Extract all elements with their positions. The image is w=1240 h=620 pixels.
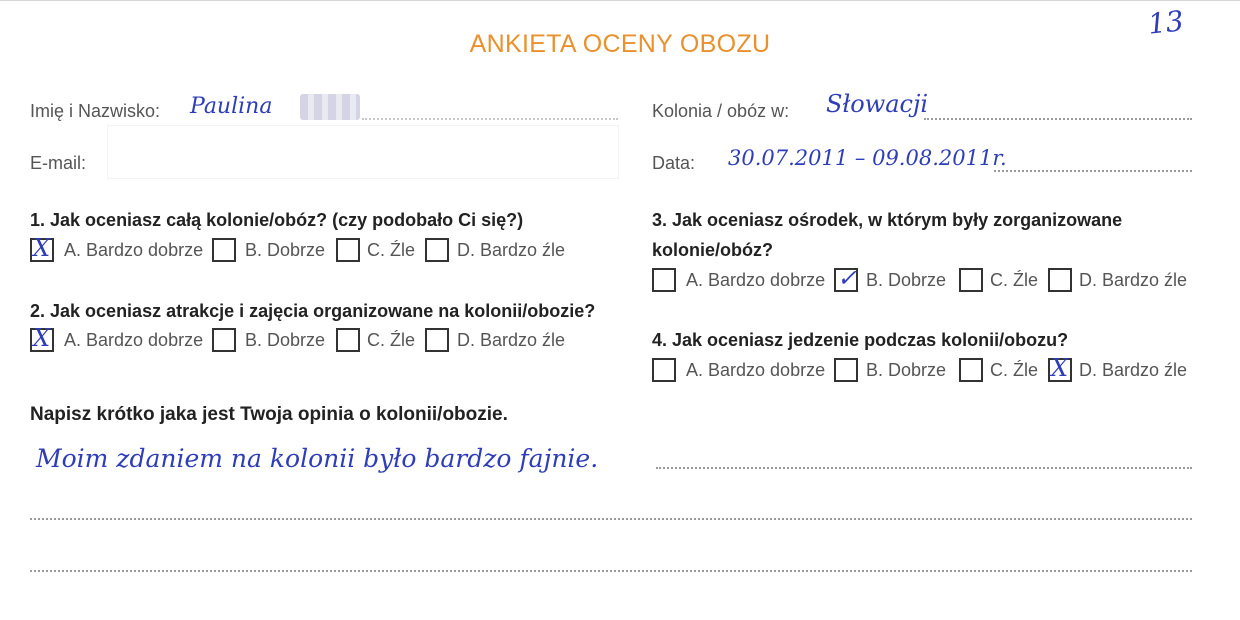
question-4-label: 4. Jak oceniasz jedzenie podczas kolonii/obozu? [652, 330, 1069, 350]
email-label: E-mail: [30, 153, 87, 173]
q3-option-a-label: A. Bardzo dobrze [686, 270, 826, 290]
q3-option-b-checkbox[interactable] [834, 264, 858, 292]
question-3-label-line-1: 3. Jak oceniasz ośrodek, w którym były zorganizowane [652, 210, 1123, 230]
q4-option-c-label: C. Źle [990, 360, 1039, 380]
opinion-label: Napisz krótko jaka jest Twoja opinia o kolonii/obozie. [30, 404, 508, 425]
date-label: Data: [652, 153, 696, 173]
email-redaction [108, 126, 618, 178]
camp-value: Słowacji [826, 90, 929, 118]
opinion-line-1-text: Moim zdaniem na kolonii było bardzo fajnie. [36, 444, 599, 473]
date-value: 30.07.2011 – 09.08.2011r. [728, 146, 1007, 170]
q1-option-c-label: C. Źle [367, 240, 416, 260]
top-border [0, 0, 1240, 1]
name-value: Paulina [190, 94, 273, 119]
q3-check-mark: ✓ [837, 264, 858, 292]
q3-option-c-label: C. Źle [990, 270, 1039, 290]
question-1-label: 1. Jak oceniasz całą kolonie/obóz? (czy podobało Ci się?) [30, 210, 524, 230]
q2-option-a-label: A. Bardzo dobrze [64, 330, 204, 350]
q2-option-d-label: D. Bardzo źle [457, 330, 566, 350]
q4-option-a-checkbox[interactable] [652, 358, 676, 382]
name-blur [300, 94, 360, 120]
q4-option-d-checkbox[interactable] [1048, 354, 1072, 382]
q2-option-b-checkbox[interactable] [212, 328, 236, 352]
q2-option-a-checkbox[interactable] [30, 324, 54, 352]
q3-option-d-checkbox[interactable] [1048, 268, 1072, 292]
opinion-line-3[interactable] [30, 570, 1192, 572]
q1-option-c-checkbox[interactable] [336, 238, 360, 262]
camp-dotted-line [924, 118, 1192, 120]
q3-option-d-label: D. Bardzo źle [1079, 270, 1188, 290]
q1-option-a-checkbox[interactable] [30, 234, 54, 262]
q2-option-c-checkbox[interactable] [336, 328, 360, 352]
q1-option-d-checkbox[interactable] [425, 238, 449, 262]
q4-option-c-checkbox[interactable] [959, 358, 983, 382]
question-2-label: 2. Jak oceniasz atrakcje i zajęcia organizowane na kolonii/obozie? [30, 301, 596, 321]
q1-check-mark: X [33, 234, 51, 262]
date-dotted-line [994, 170, 1192, 172]
camp-label: Kolonia / obóz w: [652, 101, 790, 121]
q1-option-b-label: B. Dobrze [245, 240, 326, 260]
q1-option-b-checkbox[interactable] [212, 238, 236, 262]
form-title: ANKIETA OCENY OBOZU [469, 30, 771, 58]
q4-check-mark: X [1051, 354, 1069, 382]
q1-option-a-label: A. Bardzo dobrze [64, 240, 204, 260]
page-number: 13 [1146, 4, 1186, 41]
q3-option-a-checkbox[interactable] [652, 268, 676, 292]
q3-option-c-checkbox[interactable] [959, 268, 983, 292]
q1-option-d-label: D. Bardzo źle [457, 240, 566, 260]
q2-option-d-checkbox[interactable] [425, 328, 449, 352]
q4-option-a-label: A. Bardzo dobrze [686, 360, 826, 380]
opinion-line-1[interactable] [656, 467, 1192, 469]
name-label: Imię i Nazwisko: [30, 101, 161, 121]
opinion-line-2[interactable] [30, 518, 1192, 520]
q2-option-c-label: C. Źle [367, 330, 416, 350]
q4-option-b-checkbox[interactable] [834, 358, 858, 382]
q3-option-b-label: B. Dobrze [866, 270, 947, 290]
q4-option-d-label: D. Bardzo źle [1079, 360, 1188, 380]
name-dotted-line [362, 118, 618, 120]
q2-option-b-label: B. Dobrze [245, 330, 326, 350]
question-3-label-line-2: kolonie/obóz? [652, 240, 773, 260]
q2-check-mark: X [33, 324, 51, 352]
q4-option-b-label: B. Dobrze [866, 360, 947, 380]
